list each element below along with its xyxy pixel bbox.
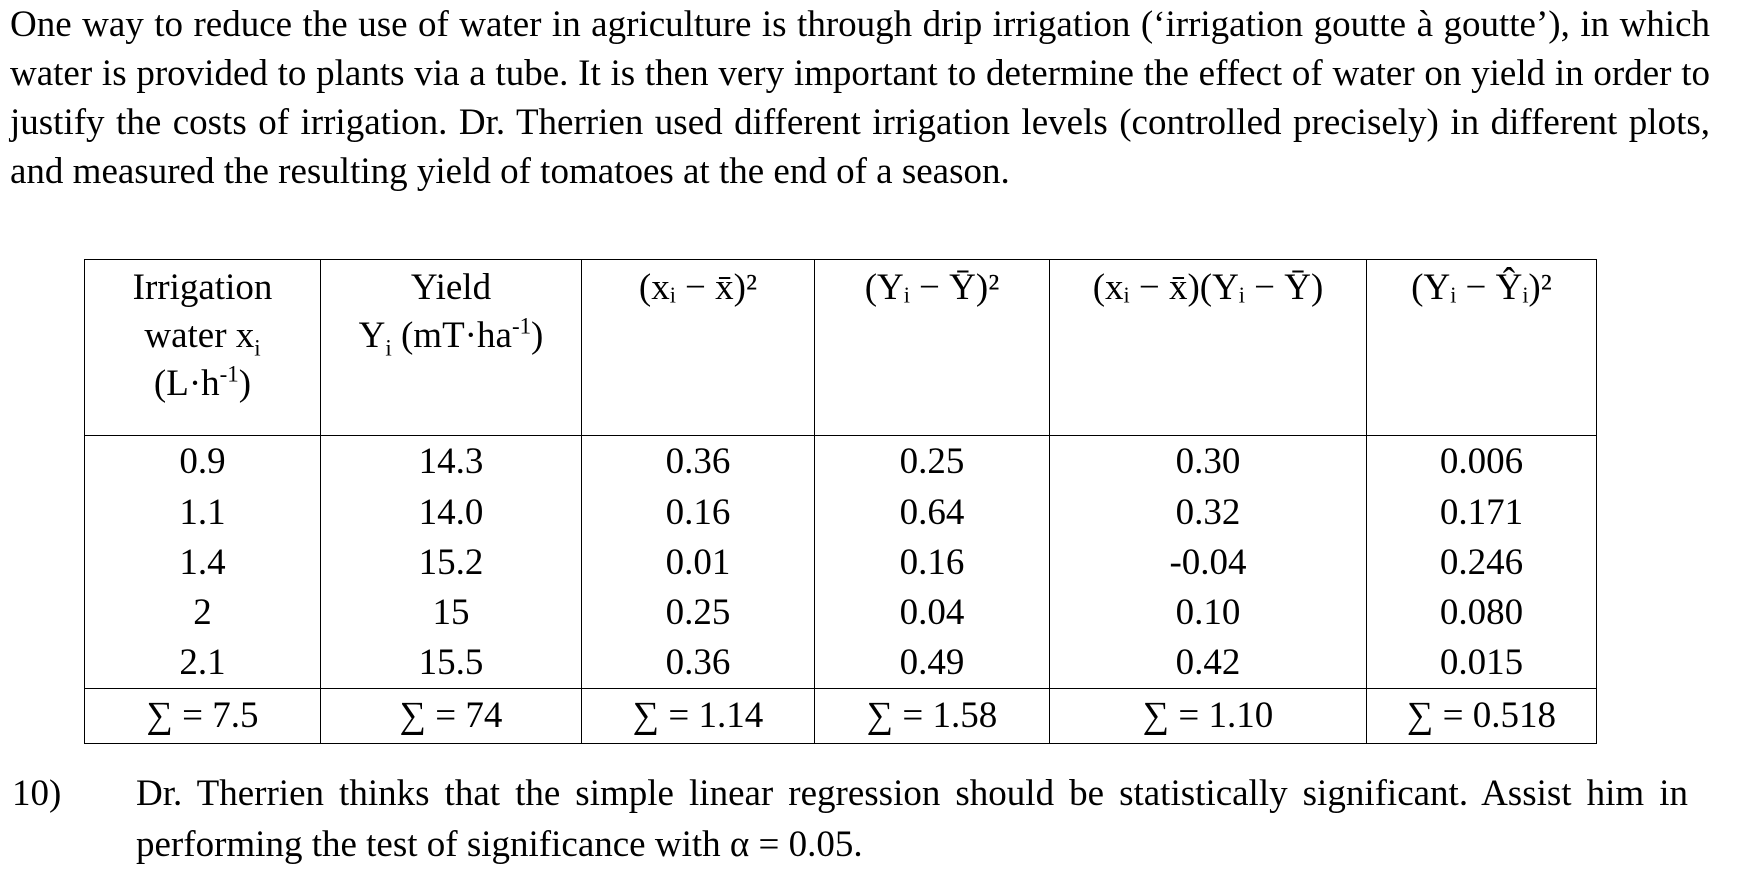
cell-x-dev-sq: 0.36 <box>582 638 815 689</box>
header-yield-line2 <box>321 312 581 360</box>
header-irrigation-line1: Irrigation <box>132 267 273 308</box>
header-yield-unit-b: ) <box>531 315 544 356</box>
cell-yield: 14.0 <box>321 488 582 538</box>
cell-x-dev-sq: 0.01 <box>582 538 815 588</box>
cell-irrigation: 0.9 <box>85 436 321 489</box>
header-irrigation-unit-sup: -1 <box>219 361 239 387</box>
cell-y-dev-sq: 0.04 <box>815 588 1050 638</box>
header-yield-unit-sup: -1 <box>511 313 532 339</box>
cell-residual-sq: 0.171 <box>1367 488 1597 538</box>
cell-y-dev-sq: 0.25 <box>815 436 1050 489</box>
cell-residual-sq: 0.015 <box>1367 638 1597 689</box>
cell-yield: 15.5 <box>321 638 582 689</box>
question-text: Dr. Therrien thinks that the simple linear regression should be statistically significant. Assist him in performing the test of significance with α = 0.05. <box>136 773 1688 865</box>
cell-irrigation: 2 <box>85 588 321 638</box>
cell-residual-sq: 0.006 <box>1367 436 1597 489</box>
header-irrigation-unit-b: ) <box>238 363 252 404</box>
header-y-deviation-squared: (Yᵢ − Ȳ)² <box>815 260 1050 436</box>
header-yield-label: Y <box>358 315 386 356</box>
cell-irrigation: 2.1 <box>85 638 321 689</box>
table-row <box>85 488 1597 538</box>
cell-cross-product: 0.30 <box>1050 436 1367 489</box>
cell-cross-product: -0.04 <box>1050 538 1367 588</box>
header-residual-squared: (Yᵢ − Ŷᵢ)² <box>1367 260 1597 436</box>
cell-cross-product: 0.42 <box>1050 638 1367 689</box>
sum-yield: ∑ = 74 <box>321 689 582 744</box>
cell-x-dev-sq: 0.25 <box>582 588 815 638</box>
cell-residual-sq: 0.246 <box>1367 538 1597 588</box>
sum-residual-sq: ∑ = 0.518 <box>1367 689 1597 744</box>
cell-x-dev-sq: 0.16 <box>582 488 815 538</box>
table-row <box>85 638 1597 689</box>
cell-residual-sq: 0.080 <box>1367 588 1597 638</box>
question-number: 10) <box>12 773 62 814</box>
sum-irrigation: ∑ = 7.5 <box>85 689 321 744</box>
header-yield-subscript: i <box>385 335 392 361</box>
cell-y-dev-sq: 0.16 <box>815 538 1050 588</box>
cell-irrigation: 1.1 <box>85 488 321 538</box>
cell-yield: 15.2 <box>321 538 582 588</box>
table-sum-row <box>85 689 1597 744</box>
table-row <box>85 588 1597 638</box>
table-row <box>85 436 1597 489</box>
cell-yield: 15 <box>321 588 582 638</box>
cell-y-dev-sq: 0.49 <box>815 638 1050 689</box>
cell-irrigation: 1.4 <box>85 538 321 588</box>
cell-x-dev-sq: 0.36 <box>582 436 815 489</box>
sum-y-dev-sq: ∑ = 1.58 <box>815 689 1050 744</box>
sum-cross-product: ∑ = 1.10 <box>1050 689 1367 744</box>
cell-y-dev-sq: 0.64 <box>815 488 1050 538</box>
header-irrigation-subscript: i <box>254 335 261 361</box>
header-yield-line1: Yield <box>410 267 492 308</box>
header-cross-product: (xᵢ − x̄)(Yᵢ − Ȳ) <box>1050 260 1367 436</box>
header-irrigation-unit-a: (L·h <box>153 363 220 404</box>
header-yield-unit-a: (mT·ha <box>391 315 512 356</box>
header-x-deviation-squared: (xᵢ − x̄)² <box>582 260 815 436</box>
header-irrigation-water <box>85 260 321 436</box>
cell-cross-product: 0.32 <box>1050 488 1367 538</box>
header-irrigation-label: water x <box>144 315 255 356</box>
irrigation-data-table <box>84 259 1597 744</box>
cell-cross-product: 0.10 <box>1050 588 1367 638</box>
table-row <box>85 538 1597 588</box>
cell-yield: 14.3 <box>321 436 582 489</box>
header-irrigation-unit <box>85 360 320 408</box>
header-yield <box>321 260 582 436</box>
intro-paragraph: One way to reduce the use of water in agriculture is through drip irrigation (‘irrigation goutte à goutte’), in which water is provided to plants via a tube. It is then very important to determine the effect of water on yield in order to justify the costs of irrigation. Dr. Therrien used different irrigation levels (controlled precisely) in different plots, and measured the resulting yield of tomatoes at the end of a season. <box>10 4 1710 192</box>
sum-x-dev-sq: ∑ = 1.14 <box>582 689 815 744</box>
header-irrigation-line2 <box>85 312 320 360</box>
table-header-row <box>85 260 1597 436</box>
